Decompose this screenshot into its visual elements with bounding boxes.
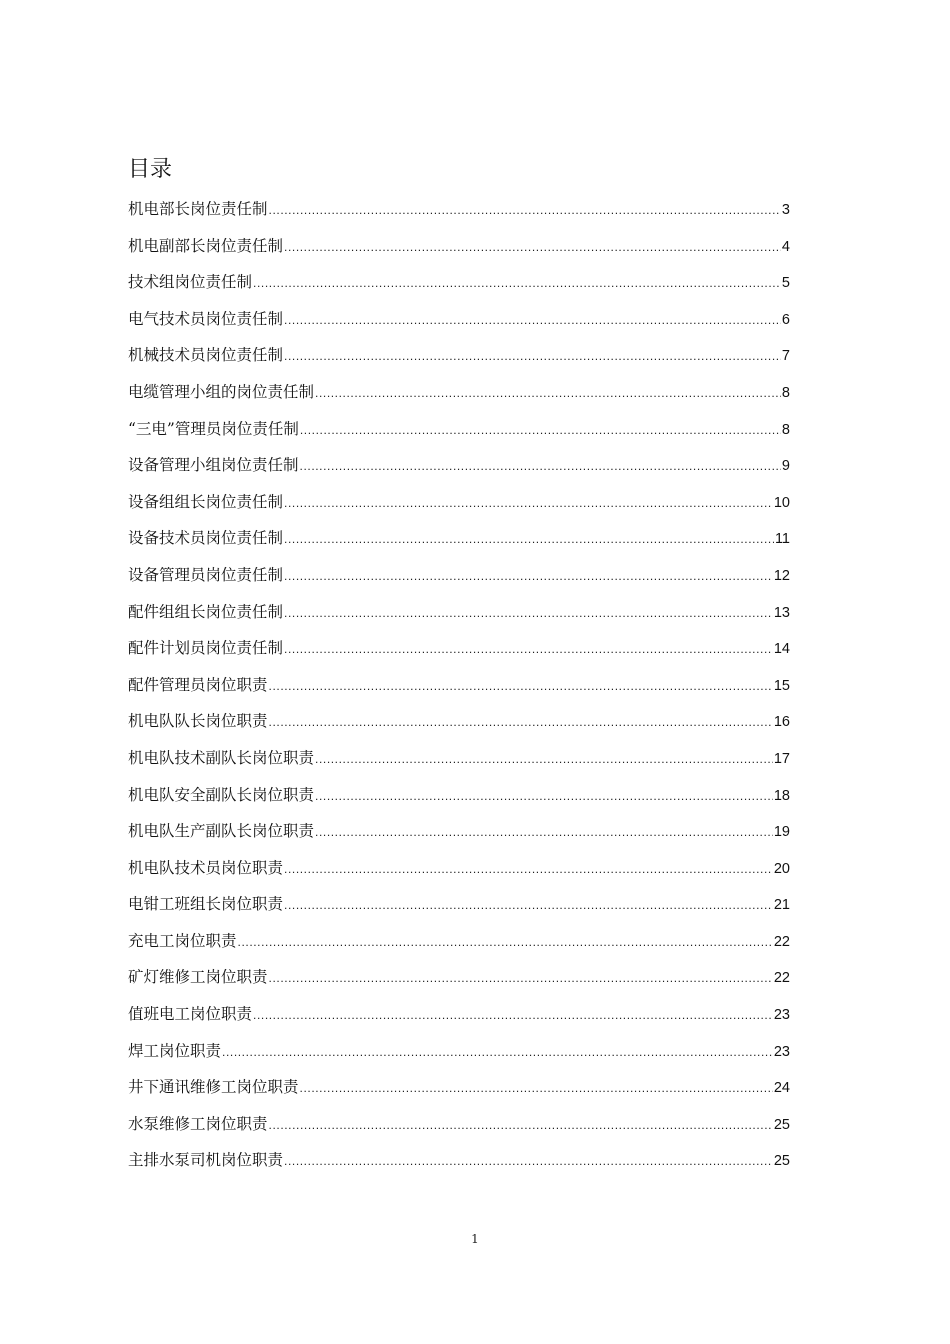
toc-entry-page: 7 — [781, 348, 790, 365]
toc-entry[interactable] — [128, 453, 790, 490]
toc-entry-page: 3 — [781, 202, 790, 218]
toc-entry[interactable] — [128, 1002, 790, 1039]
toc-entry-label: 机电队技术员岗位职责 — [128, 858, 284, 877]
toc-entry-label: 水泵维修工岗位职责 — [128, 1114, 268, 1133]
toc-leader-dots — [222, 1045, 773, 1059]
toc-entry-page: 11 — [774, 531, 790, 548]
toc-entry[interactable] — [128, 673, 790, 710]
toc-entry-label: 机电队队长岗位职责 — [128, 712, 268, 731]
toc-entry-page: 25 — [773, 1153, 790, 1170]
toc-entry[interactable] — [128, 600, 790, 637]
toc-entry-page: 16 — [773, 714, 790, 731]
toc-entry-page: 13 — [773, 604, 790, 621]
toc-entry-label: 技术组岗位责任制 — [128, 273, 253, 292]
toc-title: 目录 — [128, 157, 173, 182]
toc-entry[interactable] — [128, 197, 790, 234]
toc-leader-dots — [284, 862, 773, 876]
toc-leader-dots — [269, 715, 773, 729]
toc-leader-dots — [253, 276, 781, 290]
toc-entry[interactable] — [128, 1112, 790, 1149]
toc-entry-label: 机械技术员岗位责任制 — [128, 346, 284, 365]
toc-entry-label: 值班电工岗位职责 — [128, 1005, 253, 1024]
toc-entry-page: 6 — [781, 311, 790, 328]
toc-leader-dots — [284, 642, 773, 656]
toc-entry-page: 24 — [773, 1080, 790, 1097]
toc-leader-dots — [238, 935, 773, 949]
toc-leader-dots — [284, 240, 781, 254]
toc-entry-page: 19 — [773, 824, 790, 841]
toc-entry-page: 23 — [773, 1007, 790, 1024]
toc-entry-page: 18 — [773, 787, 790, 804]
page-number: 1 — [471, 1232, 479, 1246]
toc-leader-dots — [269, 203, 781, 217]
toc-entry-label: 机电副部长岗位责任制 — [128, 236, 284, 255]
toc-entry-label: 机电部长岗位责任制 — [128, 200, 268, 218]
toc-entry-page: 22 — [773, 933, 790, 950]
toc-leader-dots — [315, 752, 773, 766]
toc-entry[interactable] — [128, 892, 790, 929]
toc-entry-page: 20 — [773, 860, 790, 877]
toc-entry[interactable] — [128, 234, 790, 271]
toc-entry-label: 设备组组长岗位责任制 — [128, 492, 284, 511]
toc-entry-page: 8 — [781, 384, 790, 401]
toc-entry-label: 机电队技术副队长岗位职责 — [128, 748, 315, 767]
toc-entry[interactable] — [128, 380, 790, 417]
toc-entry-label: 电钳工班组长岗位职责 — [128, 895, 284, 914]
toc-entry-label: 焊工岗位职责 — [128, 1041, 222, 1060]
toc-list — [128, 197, 790, 1185]
toc-entry-label: 设备管理小组岗位责任制 — [128, 456, 299, 475]
toc-entry[interactable] — [128, 1075, 790, 1112]
toc-leader-dots — [284, 1154, 773, 1168]
toc-entry-label: 设备管理员岗位责任制 — [128, 565, 284, 584]
toc-entry[interactable] — [128, 1148, 790, 1185]
toc-leader-dots — [284, 532, 774, 546]
toc-entry-page: 17 — [773, 750, 790, 767]
toc-leader-dots — [284, 496, 773, 510]
toc-entry[interactable] — [128, 746, 790, 783]
toc-leader-dots — [315, 386, 781, 400]
toc-entry[interactable] — [128, 783, 790, 820]
toc-entry-label: 配件组组长岗位责任制 — [128, 602, 284, 621]
toc-entry-label: 配件管理员岗位职责 — [128, 675, 268, 694]
toc-entry-page: 23 — [773, 1043, 790, 1060]
toc-entry[interactable] — [128, 636, 790, 673]
toc-leader-dots — [269, 971, 773, 985]
toc-entry-page: 10 — [773, 494, 790, 511]
toc-entry-page: 9 — [781, 458, 790, 475]
toc-entry[interactable] — [128, 270, 790, 307]
toc-entry-label: 电气技术员岗位责任制 — [128, 309, 284, 328]
toc-leader-dots — [315, 789, 773, 803]
toc-entry[interactable] — [128, 526, 790, 563]
toc-entry[interactable] — [128, 819, 790, 856]
toc-entry[interactable] — [128, 343, 790, 380]
toc-leader-dots — [269, 679, 773, 693]
toc-leader-dots — [284, 606, 773, 620]
toc-entry-page: 22 — [773, 970, 790, 987]
toc-entry-label: “三电”管理员岗位责任制 — [128, 419, 299, 438]
toc-leader-dots — [284, 313, 781, 327]
toc-entry-page: 14 — [773, 641, 790, 658]
toc-entry[interactable] — [128, 1039, 790, 1076]
toc-leader-dots — [300, 459, 781, 473]
toc-entry-page: 25 — [773, 1116, 790, 1133]
toc-entry[interactable] — [128, 417, 790, 454]
toc-entry[interactable] — [128, 709, 790, 746]
toc-leader-dots — [300, 1081, 773, 1095]
toc-entry-label: 电缆管理小组的岗位责任制 — [128, 382, 315, 401]
toc-entry-page: 8 — [781, 421, 790, 438]
toc-leader-dots — [315, 825, 773, 839]
toc-entry-label: 设备技术员岗位责任制 — [128, 529, 284, 548]
toc-entry[interactable] — [128, 563, 790, 600]
toc-leader-dots — [284, 569, 773, 583]
toc-entry-page: 4 — [781, 238, 790, 255]
toc-entry-page: 5 — [781, 275, 790, 292]
toc-entry-page: 12 — [773, 567, 790, 584]
toc-entry[interactable] — [128, 965, 790, 1002]
toc-entry-page: 21 — [773, 897, 790, 914]
toc-leader-dots — [269, 1118, 773, 1132]
toc-leader-dots — [284, 898, 773, 912]
toc-entry-label: 配件计划员岗位责任制 — [128, 639, 284, 658]
toc-entry[interactable] — [128, 929, 790, 966]
toc-entry[interactable] — [128, 856, 790, 893]
toc-entry-label: 矿灯维修工岗位职责 — [128, 968, 268, 987]
toc-entry-label: 机电队生产副队长岗位职责 — [128, 822, 315, 841]
toc-entry-label: 充电工岗位职责 — [128, 931, 237, 950]
toc-leader-dots — [284, 349, 781, 363]
toc-leader-dots — [300, 423, 781, 437]
toc-entry-label: 主排水泵司机岗位职责 — [128, 1151, 284, 1170]
toc-leader-dots — [253, 1008, 773, 1022]
toc-entry-label: 井下通讯维修工岗位职责 — [128, 1078, 299, 1097]
toc-entry-page: 15 — [773, 677, 790, 694]
toc-entry[interactable] — [128, 307, 790, 344]
toc-entry[interactable] — [128, 490, 790, 527]
toc-entry-label: 机电队安全副队长岗位职责 — [128, 785, 315, 804]
